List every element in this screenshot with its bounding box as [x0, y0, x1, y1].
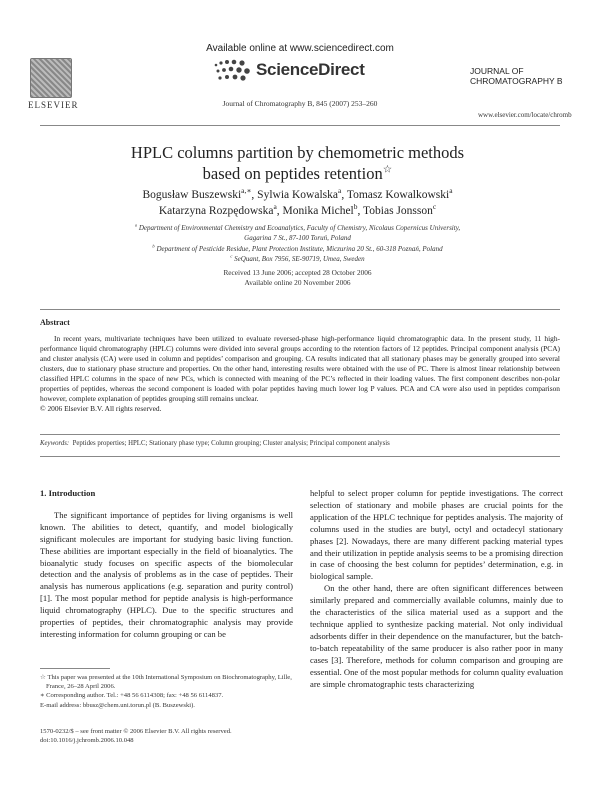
available-date: Available online 20 November 2006 [244, 278, 351, 287]
affiliation-c: $^c$ SeQuant, Box 7956, SE-90719, Umea, Sweden [230, 253, 365, 263]
abstract-body [40, 334, 560, 414]
author-affiliation-mark: a [449, 186, 453, 196]
author-affiliation-mark: b [353, 202, 358, 212]
title-line2: based on peptides retention [202, 164, 383, 183]
author-list [60, 187, 535, 219]
article-title [60, 142, 535, 184]
sciencedirect-dots-icon [212, 59, 252, 83]
sciencedirect-logo [212, 57, 412, 85]
abstract-heading: Abstract [40, 318, 70, 327]
elsevier-tree-icon [30, 58, 72, 98]
authors-line2: Katarzyna Rozpędowska$^a$, Monika Michel$^b$, Tobias Jonsson$^c$ [158, 202, 437, 217]
footnote-symposium: ☆ This paper was presented at the 10th International Symposium on Biochromatography, Lille, France, 26–28 April 2006. [40, 674, 292, 691]
intro-paragraph-2: On the other hand, there are often significant differences between similarly prepared and commercially available columns, mainly due to the characteristics of the silica material used as a support and the technique applied to synthesize packing material. Not only individual adsorbents differ in their dependence on the manufacturer, but the batch-to-batch repeatability of the same producer is also rather poor in many cases [3]. Therefore, methods for column comparison and grouping are essential. One of the most popular methods for column quality evaluation are simple chromatographic tests characterizing [310, 583, 563, 689]
header-rule [40, 125, 560, 126]
abstract-copyright: © 2006 Elsevier B.V. All rights reserved. [40, 404, 162, 413]
elsevier-logo [28, 58, 79, 110]
keywords-label: Keywords: [40, 440, 70, 447]
author-name: Tomasz Kowalkowski [346, 189, 450, 201]
journal-logo-line2: CHROMATOGRAPHY B [470, 76, 563, 86]
abstract-text: In recent years, multivariate techniques have been utilized to evaluate reversed-phase high-performance liquid chromatographic data. In the present study, 11 high-performance liquid chromatography (HPLC) columns were divided into several groups according to the retention factors of 12 peptides. Principal component analysis (PCA) and cluster analysis (CA) were used in column and peptides’ comparison and grouping. CA results indicated that all stationary phases may be generally grouped into several clusters, due to stationary phase structure and properties. On the other hand, interesting results were obtained with the use of PC. There is almost linear relationship between classified HPLC columns in the space of new PCs, which is connected with meaning of the PC’s reflected in their loading values. The first component describes non-polar properties of peptides, whereas the second component is loaded with polar peptides having much lower log P values. PCA and CA were also used in peptides comparison however, complete explanation of peptides grouping still remains unclear. [40, 334, 560, 403]
author-affiliation-mark: a,∗ [241, 186, 252, 196]
intro-paragraph-1: The significant importance of peptides for living organisms is well known. The abilities to detect, quantify, and model biologically significant molecules are important for studying basic living function. These abilities are important especially in the field of bioanalytics. The bioanalytic study focuses on specific aspects of the biomolecular detection and the analysis of problems as in the case of peptides. Their analysis has numerous applications (e.g. separation and purity control) [1]. The most popular method for peptide analysis is high-performance liquid chromatography (HPLC). Due to the specific structures and properties of peptides, their chromatographic analysis may provide interesting information for column grouping or can be [40, 509, 293, 639]
affiliation-b: $^b$ Department of Pesticide Residue, Plant Protection Institute, Miczurina 20 St., 60-318 Poznań, Poland [152, 243, 443, 253]
body-column-left [40, 488, 293, 641]
journal-logo-line1: JOURNAL OF [470, 66, 524, 76]
journal-url[interactable]: www.elsevier.com/locate/chromb [478, 111, 572, 119]
author-name: Sylwia Kowalska [257, 189, 338, 201]
title-line1: HPLC columns partition by chemometric methods [130, 143, 465, 162]
article-dates [60, 268, 535, 288]
footnote-email[interactable]: E-mail address: bbusz@chem.uni.torun.pl (B. Buszewski). [40, 701, 195, 709]
sciencedirect-name: ScienceDirect [256, 60, 365, 79]
affiliation-a: $^a$ Department of Environmental Chemistry and Ecoanalytics, Faculty of Chemistry, Nicolaus Copernicus University, Gagarina 7 St., 87-100 Toruń, Poland [134, 222, 461, 242]
author-affiliation-mark: c [432, 202, 437, 212]
doi-line[interactable]: doi:10.1016/j.jchromb.2006.10.048 [40, 737, 134, 745]
keywords [40, 440, 560, 447]
title-footnote-mark: ☆ [382, 163, 393, 176]
author-affiliation-mark: a [337, 186, 342, 196]
author-name: Tobias Jonsson [363, 205, 433, 217]
keywords-text: Peptides properties; HPLC; Stationary phase type; Column grouping; Cluster analysis; Principal component analysis [72, 440, 390, 447]
journal-reference: Journal of Chromatography B, 845 (2007) 253–260 [222, 99, 378, 108]
abstract-top-rule [40, 309, 560, 310]
keywords-top-rule [40, 434, 560, 435]
section-heading-introduction: 1. Introduction [40, 488, 96, 498]
author-name: Monika Michel [282, 205, 354, 217]
journal-logo [470, 66, 580, 86]
authors-line1: Bogusław Buszewski$^{a,∗}$, Sylwia Kowalska$^a$, Tomasz Kowalkowski$^a$ [142, 186, 453, 201]
available-online-text: Available online at www.sciencedirect.com [206, 43, 394, 54]
footnotes [40, 673, 293, 710]
footnote-rule [40, 668, 110, 669]
elsevier-wordmark: ELSEVIER [28, 100, 79, 110]
received-date: Received 13 June 2006; accepted 28 October 2006 [223, 268, 372, 277]
front-matter [40, 727, 293, 745]
author-name: Bogusław Buszewski [142, 189, 242, 201]
body-column-right [310, 488, 563, 690]
footnote-corresponding: ∗ Corresponding author. Tel.: +48 56 6114308; fax: +48 56 6114837. [40, 692, 224, 700]
keywords-bottom-rule [40, 456, 560, 457]
author-name: Katarzyna Rozpędowska [158, 205, 274, 217]
issn-line: 1570-0232/$ – see front matter © 2006 Elsevier B.V. All rights reserved. [40, 728, 232, 735]
author-affiliation-mark: a [273, 202, 277, 212]
intro-paragraph-1-continued: helpful to select proper column for peptide investigations. The correct selection of stationary and mobile phases are crucial points for the application of the HPLC technique for peptides analysis. The majority of columns used in the studies are butyl, octyl and octadecyl stationary phases [2]. Nowadays, there are many different packing material types and their utilization in peptide analysis seems to be a promising direction in case of choosing the best column for peptides’ determination, e.g. in biological sample. [310, 488, 563, 582]
